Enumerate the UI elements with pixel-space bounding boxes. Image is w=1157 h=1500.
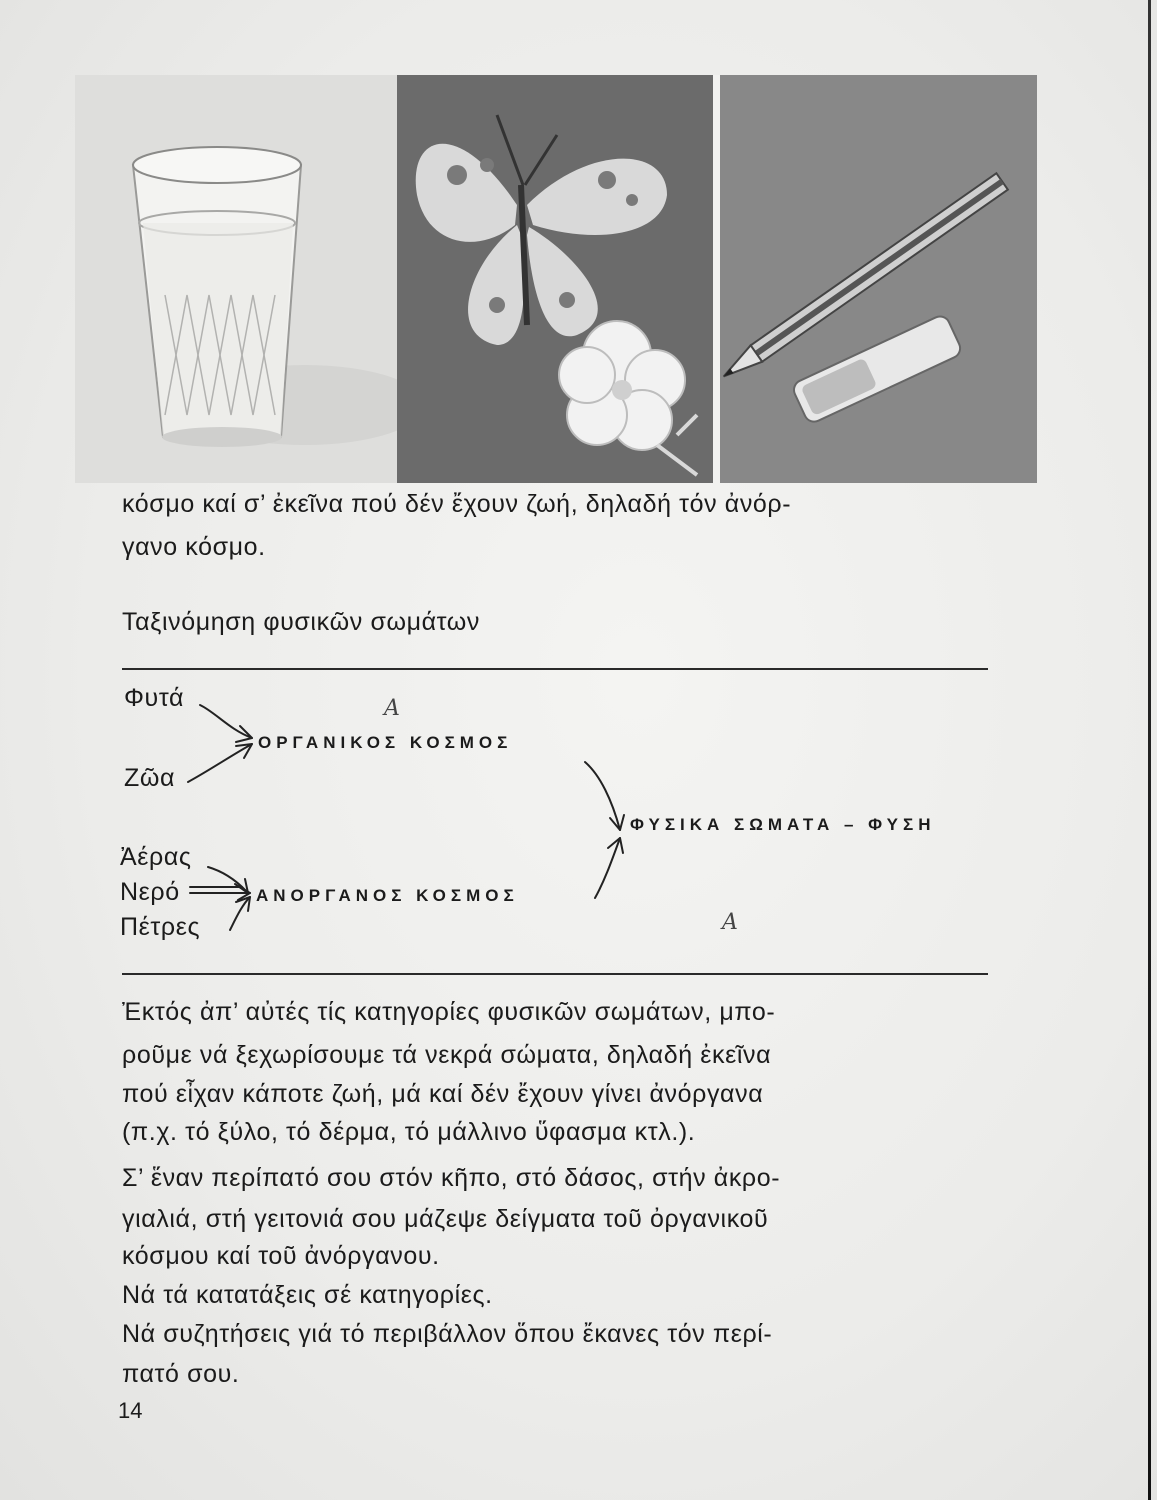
intro-line-1: κόσμο καί σ’ ἐκεῖνα πού δέν ἔχουν ζωή, δηλαδή τόν ἀνόρ- <box>122 490 792 518</box>
organic-world-label: ΟΡΓΑΝΙΚΟΣ ΚΟΣΜΟΣ <box>258 733 513 752</box>
paragraph2-line-2: γιαλιά, στή γειτονιά σου μάζεψε δείγματα τοῦ ὀργανικοῦ <box>122 1205 769 1233</box>
paragraph1-line-4: (π.χ. τό ξύλο, τό δέρμα, τό μάλλινο ὕφασμα κτλ.). <box>122 1118 696 1146</box>
page-number: 14 <box>118 1398 143 1423</box>
section-title: Ταξινόμηση φυσικῶν σωμάτων <box>122 608 480 636</box>
handwritten-mark-2: A <box>722 910 738 935</box>
paragraph1-line-2: ροῦμε νά ξεχωρίσουμε τά νεκρά σώματα, δηλαδή ἐκεῖνα <box>122 1041 772 1069</box>
paragraph2-line-1: Σ’ ἕναν περίπατό σου στόν κῆπο, στό δάσος, στήν ἀκρο- <box>122 1164 781 1192</box>
handwritten-mark-1: A <box>384 696 400 721</box>
arrow-plants <box>200 705 252 738</box>
paragraph2-line-6: πατό σου. <box>122 1360 240 1388</box>
arrow-organic-to-nature <box>585 762 620 830</box>
physical-bodies-label: ΦΥΣΙΚΑ ΣΩΜΑΤΑ – ΦΥΣΗ <box>630 815 936 834</box>
item-animals: Ζῶα <box>124 764 176 792</box>
arrow-stones <box>230 897 250 930</box>
paragraph2-line-3: κόσμου καί τοῦ ἀνόργανου. <box>122 1242 440 1270</box>
item-water: Νερό <box>120 878 180 906</box>
paragraph1-line-3: πού εἶχαν κάποτε ζωή, μά καί δέν ἔχουν γίνει ἀνόργανα <box>122 1080 764 1108</box>
item-air: Ἀέρας <box>120 843 192 871</box>
arrow-animals <box>188 744 252 782</box>
item-plants: Φυτά <box>124 684 184 712</box>
arrow-inorganic-to-nature <box>595 838 620 898</box>
item-stones: Πέτρες <box>120 913 201 941</box>
intro-line-2: γανο κόσμο. <box>122 533 266 561</box>
paragraph1-line-1: Ἐκτός ἀπ’ αὐτές τίς κατηγορίες φυσικῶν σωμάτων, μπο- <box>122 998 776 1026</box>
paragraph2-line-5: Νά συζητήσεις γιά τό περιβάλλον ὅπου ἔκανες τόν περί- <box>122 1320 773 1348</box>
bottom-divider <box>122 973 988 975</box>
paragraph2-line-4: Νά τά κατατάξεις σέ κατηγορίες. <box>122 1281 493 1309</box>
book-spine-edge <box>1148 0 1151 1500</box>
inorganic-world-label: ΑΝΟΡΓΑΝΟΣ ΚΟΣΜΟΣ <box>256 886 519 905</box>
